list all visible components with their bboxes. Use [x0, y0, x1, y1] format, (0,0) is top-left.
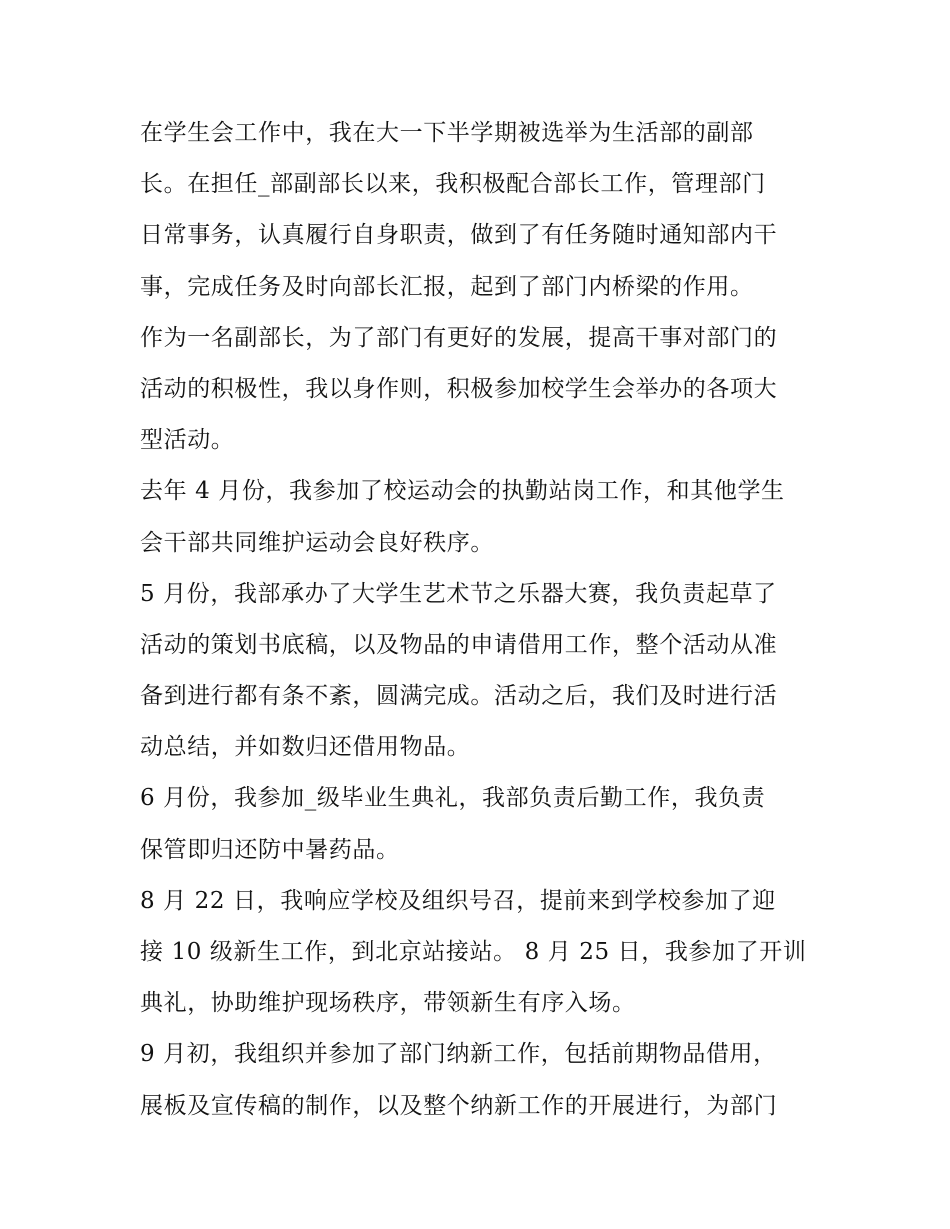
document-body — [140, 108, 820, 1132]
text-line: 9 月初，我组织并参加了部门纳新工作，包括前期物品借用， — [140, 1041, 777, 1068]
paragraph-august — [140, 876, 820, 1030]
paragraph-vice-minister — [140, 313, 820, 467]
text-line: 去年 4 月份，我参加了校运动会的执勤站岗工作，和其他学生 — [140, 478, 785, 505]
text-line: 8 月 22 日，我响应学校及组织号召，提前来到学校参加了迎 — [140, 887, 776, 914]
text-line: 在学生会工作中，我在大一下半学期被选举为生活部的副部 — [140, 120, 754, 146]
text-line: 事，完成任务及时向部长汇报，起到了部门内桥梁的作用。 — [140, 273, 754, 300]
paragraph-april — [140, 466, 820, 568]
text-line: 6 月份，我参加_级毕业生典礼，我部负责后勤工作，我负责 — [140, 785, 766, 812]
text-line: 展板及宣传稿的制作，以及整个纳新工作的开展进行，为部门 — [140, 1092, 778, 1119]
text-line: 保管即归还防中暑药品。 — [140, 836, 400, 863]
text-line: 5 月份，我部承办了大学生艺术节之乐器大赛，我负责起草了 — [140, 580, 777, 607]
text-line: 作为一名副部长，为了部门有更好的发展，提高干事对部门的 — [140, 324, 778, 351]
paragraph-september — [140, 1029, 820, 1131]
text-line: 会干部共同维护运动会良好秩序。 — [140, 529, 494, 556]
paragraph-student-union-role — [140, 108, 820, 313]
text-line: 长。在担任_部副部长以来，我积极配合部长工作，管理部门 — [140, 171, 766, 198]
text-line: 典礼，协助维护现场秩序，带领新生有序入场。 — [140, 990, 636, 1017]
text-line: 活动的策划书底稿，以及物品的申请借用工作，整个活动从准 — [140, 631, 778, 658]
text-line: 动总结，并如数归还借用物品。 — [140, 734, 471, 761]
text-line: 型活动。 — [140, 427, 235, 454]
paragraph-may — [140, 569, 820, 774]
paragraph-june — [140, 773, 820, 875]
text-line: 备到进行都有条不紊，圆满完成。活动之后，我们及时进行活 — [140, 683, 778, 710]
text-line: 接 10 级新生工作，到北京站接站。 8 月 25 日，我参加了开训 — [140, 939, 807, 965]
text-line: 日常事务，认真履行自身职责，做到了有任务随时通知部内干 — [140, 222, 778, 249]
text-line: 活动的积极性，我以身作则，积极参加校学生会举办的各项大 — [140, 375, 778, 402]
